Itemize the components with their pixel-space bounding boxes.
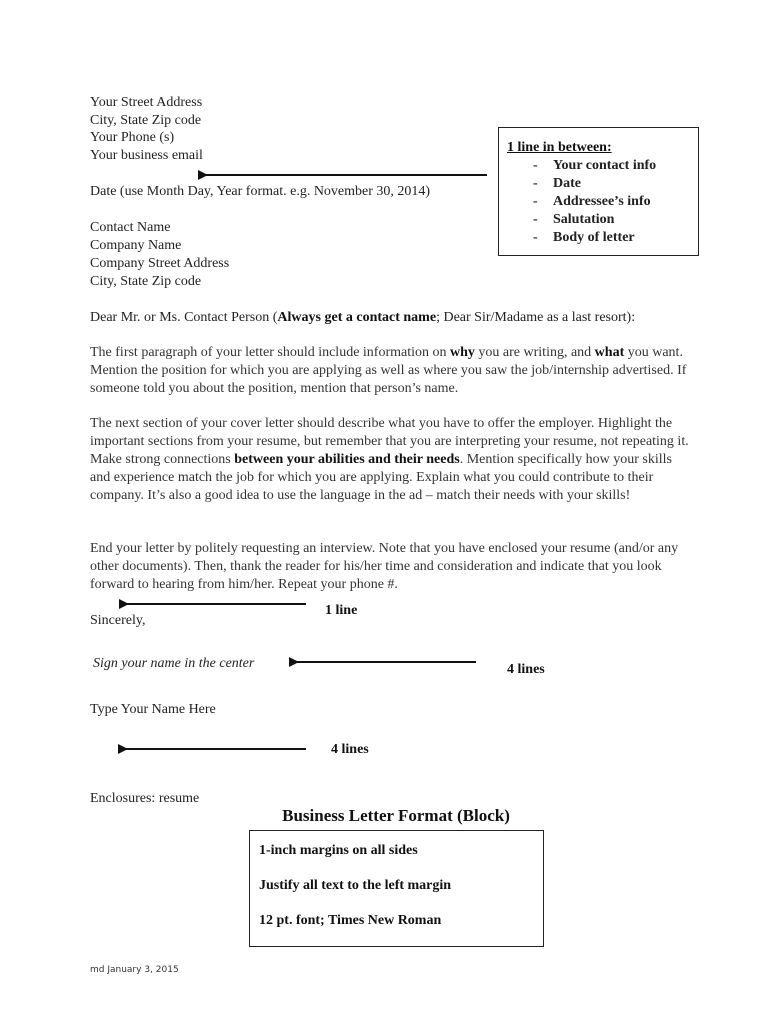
paragraph-intro: The first paragraph of your letter should include information on why you are writing, and what you want. Mention the position for which you are applying as well as where you saw the job/internship advertised. If someone told you about the position, mention that person’s name. bbox=[90, 345, 687, 396]
recipient-street: Company Street Address bbox=[90, 256, 230, 271]
spacing-item: - Date bbox=[533, 176, 581, 191]
paragraph-body: The next section of your cover letter should describe what you have to offer the employer. Highlight the important sections from your resume, but remember that you are interpreting your resume, not repeating it. Make strong connections between your abilities and their needs. Mention specifically how your skills and experience match the job for which you are applying. Explain what you could contribute to their company. It’s also a good idea to use the language in the ad – match their needs with your skills! bbox=[90, 416, 689, 503]
spacing-item: - Body of letter bbox=[533, 230, 635, 245]
salutation: Dear Mr. or Ms. Contact Person (Always get a contact name; Dear Sir/Madame as a last resort): bbox=[90, 310, 636, 325]
date-line: Date (use Month Day, Year format. e.g. November 30, 2014) bbox=[90, 184, 431, 199]
annotation-four-lines-signature: 4 lines bbox=[507, 662, 545, 677]
footer-date: md January 3, 2015 bbox=[90, 965, 179, 975]
spacing-item: - Salutation bbox=[533, 212, 615, 227]
format-rules-box bbox=[249, 830, 544, 947]
format-box-title: Business Letter Format (Block) bbox=[282, 806, 510, 825]
signature-placeholder: Sign your name in the center bbox=[93, 656, 255, 671]
format-rule: 12 pt. font; Times New Roman bbox=[259, 913, 442, 928]
format-rule: 1-inch margins on all sides bbox=[259, 843, 418, 858]
typed-name: Type Your Name Here bbox=[90, 702, 216, 717]
sender-city: City, State Zip code bbox=[90, 113, 202, 128]
sender-phone: Your Phone (s) bbox=[90, 130, 175, 145]
recipient-name: Contact Name bbox=[90, 220, 171, 235]
spacing-item: - Your contact info bbox=[533, 158, 657, 173]
sender-email: Your business email bbox=[90, 148, 203, 163]
closing: Sincerely, bbox=[90, 613, 146, 628]
spacing-item: - Addressee’s info bbox=[533, 194, 651, 209]
enclosures: Enclosures: resume bbox=[90, 791, 200, 806]
annotation-four-lines-enclosure: 4 lines bbox=[331, 742, 369, 757]
sender-street: Your Street Address bbox=[90, 95, 203, 110]
recipient-company: Company Name bbox=[90, 238, 182, 253]
recipient-city: City, State Zip code bbox=[90, 274, 202, 289]
paragraph-closing: End your letter by politely requesting an interview. Note that you have enclosed your resume (and/or any other documents). Then, thank the reader for his/her time and consideration and indicate that you look forward to hearing from him/her. Repeat your phone #. bbox=[90, 541, 679, 592]
annotation-one-line: 1 line bbox=[325, 603, 358, 618]
spacing-box-title: 1 line in between: bbox=[507, 140, 612, 155]
format-rule: Justify all text to the left margin bbox=[259, 878, 452, 893]
